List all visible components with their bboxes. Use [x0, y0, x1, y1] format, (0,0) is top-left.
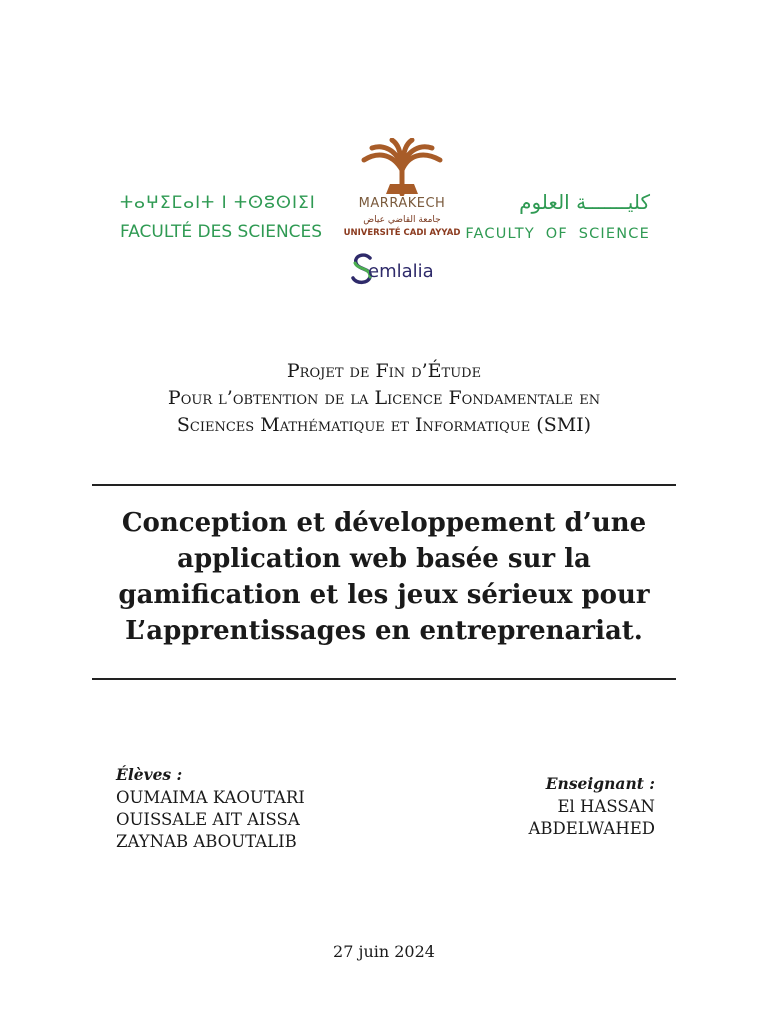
project-purpose-line-2: Sciences Mathématique et Informatique (SMI) — [176, 414, 592, 436]
students-label: Élèves : — [116, 765, 183, 784]
faculty-name-ar: كليـــــــة العلوم — [519, 190, 650, 214]
project-purpose-line-1: Pour l’obtention de la Licence Fondamentale en — [167, 387, 601, 409]
teacher-name-line-1: El HASSAN — [557, 797, 655, 816]
teacher-label: Enseignant : — [545, 774, 655, 793]
student-name-3: ZAYNAB ABOUTALIB — [116, 832, 297, 851]
project-heading: Projet de Fin d’Étude — [286, 360, 482, 382]
title-bottom-rule — [92, 678, 676, 680]
title-line-3: gamification et les jeux sérieux pour — [118, 580, 650, 610]
title-top-rule — [92, 484, 676, 486]
faculty-name-en: FACULTY OF SCIENCE — [465, 226, 650, 242]
university-palm-logo-icon — [358, 138, 446, 196]
university-name-fr: UNIVERSITÉ CADI AYYAD — [343, 228, 461, 238]
document-date: 27 juin 2024 — [333, 942, 435, 961]
student-name-1: OUMAIMA KAOUTARI — [116, 788, 305, 807]
title-line-2: application web basée sur la — [177, 544, 591, 574]
student-name-2: OUISSALE AIT AISSA — [116, 810, 300, 829]
semlalia-wordmark: emlalia — [368, 261, 434, 282]
university-name-ar: جامعة القاضي عياض — [363, 215, 441, 225]
teacher-name-line-2: ABDELWAHED — [528, 819, 655, 838]
document-title — [92, 505, 676, 649]
university-city: MARRAKECH — [358, 196, 446, 211]
faculty-name-fr: FACULTÉ DES SCIENCES — [120, 222, 323, 242]
title-line-4: L’apprentissages en entreprenariat. — [125, 616, 643, 646]
faculty-tifinagh-name: ⵜⴰⵖⵉⵎⴰⵏⵜ ⵏ ⵜⵙⵓⵙⵏⵉⵏ — [120, 193, 316, 213]
title-line-1: Conception et développement d’une — [121, 508, 647, 538]
